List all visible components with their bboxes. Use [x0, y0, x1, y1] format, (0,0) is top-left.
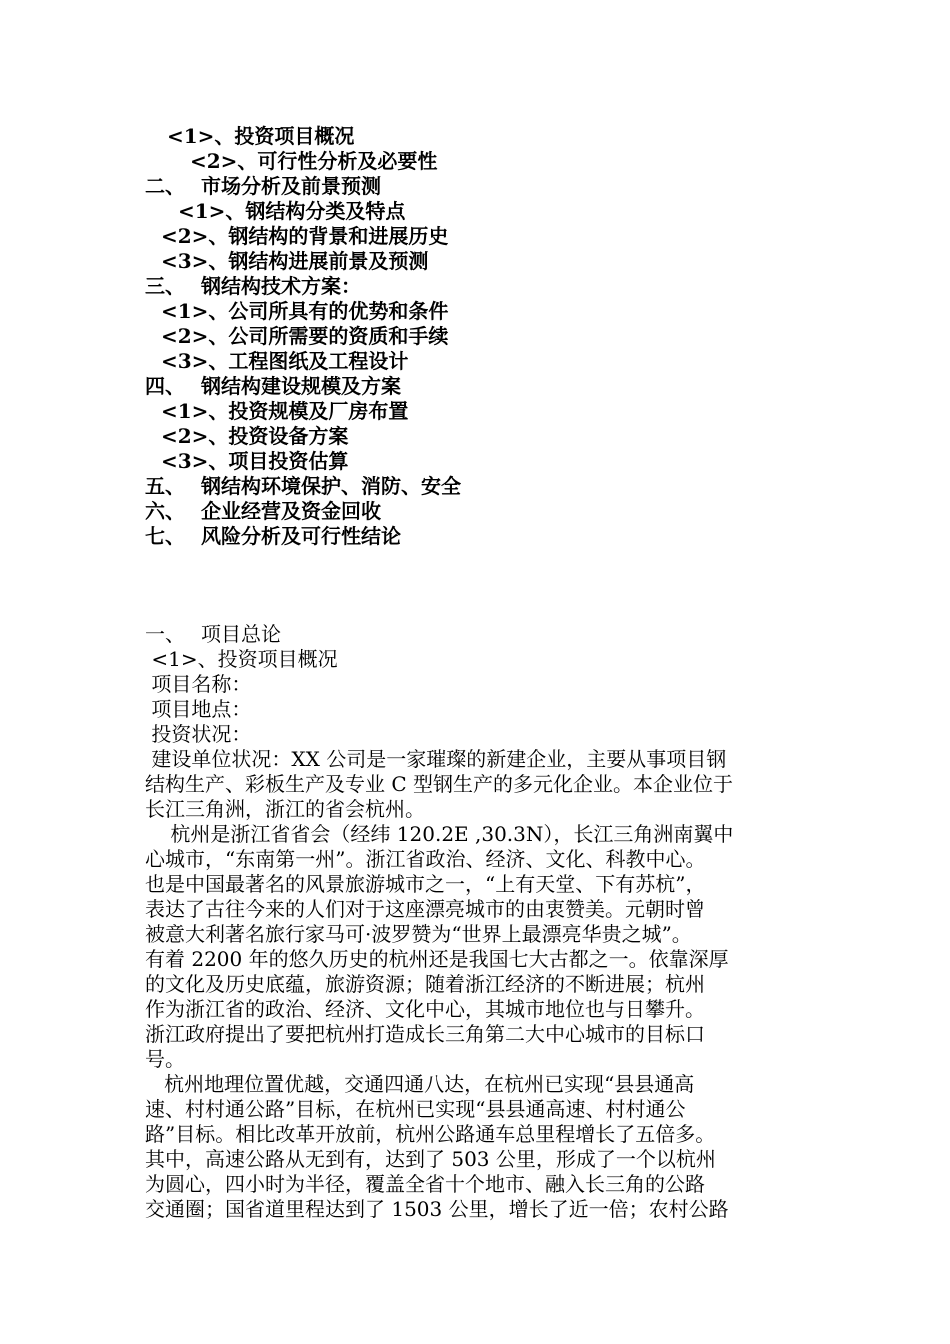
field-investment-status: 投资状况：	[145, 722, 252, 746]
toc-number: 六、	[145, 499, 185, 523]
text-line: 号。	[145, 1047, 185, 1071]
text-line: 杭州地理位置优越，交通四通八达，在杭州已实现“县县通高	[145, 1072, 695, 1096]
toc-item	[145, 524, 845, 549]
toc-item	[145, 349, 845, 374]
section-title: 项目总论	[201, 622, 281, 646]
toc-item	[145, 274, 845, 299]
text-line: 路”目标。相比改革开放前，杭州公路通车总里程增长了五倍多。	[145, 1122, 716, 1146]
toc-number: 三、	[145, 274, 185, 298]
text-line: 有着 2200 年的悠久历史的杭州还是我国七大古都之一。依靠深厚	[145, 947, 729, 971]
toc-item	[145, 424, 845, 449]
subsection-heading: <1>、投资项目概况	[145, 647, 338, 671]
field-project-location: 项目地点：	[145, 697, 252, 721]
toc-text: 钢结构建设规模及方案	[201, 374, 401, 398]
text-line: 的文化及历史底蕴，旅游资源；随着浙江经济的不断进展；杭州	[145, 972, 705, 996]
toc-text: <2>、公司所需要的资质和手续	[161, 324, 449, 348]
text-line: 杭州是浙江省省会（经纬 120.2E ,30.3N），长江三角洲南翼中	[145, 822, 734, 846]
toc-text: 市场分析及前景预测	[201, 174, 381, 198]
text-line: 被意大利著名旅行家马可·波罗赞为“世界上最漂亮华贵之城”。	[145, 922, 692, 946]
toc-item	[145, 449, 845, 474]
text-line: 浙江政府提出了要把杭州打造成长三角第二大中心城市的目标口	[145, 1022, 705, 1046]
toc-text: <1>、投资项目概况	[167, 124, 355, 148]
toc-item	[145, 149, 845, 174]
text-line: 其中，高速公路从无到有，达到了 503 公里，形成了一个以杭州	[145, 1147, 716, 1171]
field-project-name: 项目名称：	[145, 672, 252, 696]
toc-item	[145, 224, 845, 249]
text-line: 长江三角洲，浙江的省会杭州。	[145, 797, 425, 821]
toc-text: <2>、可行性分析及必要性	[190, 149, 438, 173]
document-body	[145, 622, 825, 1222]
toc-item	[145, 324, 845, 349]
toc-item	[145, 499, 845, 524]
toc-text: <3>、钢结构进展前景及预测	[161, 249, 429, 273]
text-line: 为圆心，四小时为半径，覆盖全省十个地市、融入长三角的公路	[145, 1172, 705, 1196]
paragraph-company-intro	[145, 747, 825, 822]
toc-text: <1>、公司所具有的优势和条件	[161, 299, 449, 323]
toc-text: 企业经营及资金回收	[201, 499, 381, 523]
toc-number: 七、	[145, 524, 185, 548]
toc-item	[145, 174, 845, 199]
toc-item	[145, 299, 845, 324]
toc-text: <3>、工程图纸及工程设计	[161, 349, 409, 373]
text-line: 交通圈；国省道里程达到了 1503 公里，增长了近一倍；农村公路	[145, 1197, 729, 1221]
table-of-contents	[145, 124, 845, 549]
paragraph-hangzhou-intro	[145, 822, 825, 1072]
toc-text: 钢结构环境保护、消防、安全	[201, 474, 461, 498]
text-line: 表达了古往今来的人们对于这座漂亮城市的由衷赞美。元朝时曾	[145, 897, 705, 921]
toc-item	[145, 249, 845, 274]
toc-text: 风险分析及可行性结论	[201, 524, 401, 548]
toc-item	[145, 474, 845, 499]
toc-number: 四、	[145, 374, 185, 398]
section-number: 一、	[145, 622, 185, 646]
toc-item	[145, 374, 845, 399]
text-line: 速、村村通公路”目标，在杭州已实现“县县通高速、村村通公	[145, 1097, 686, 1121]
toc-text: <3>、项目投资估算	[161, 449, 349, 473]
toc-text: <2>、钢结构的背景和进展历史	[161, 224, 449, 248]
text-line: 心城市，“东南第一州”。浙江省政治、经济、文化、科教中心。	[145, 847, 706, 871]
toc-number: 二、	[145, 174, 185, 198]
toc-text: <2>、投资设备方案	[161, 424, 349, 448]
toc-item	[145, 399, 845, 424]
toc-text: 钢结构技术方案：	[201, 274, 361, 298]
paragraph-hangzhou-transport	[145, 1072, 825, 1222]
toc-text: <1>、钢结构分类及特点	[178, 199, 406, 223]
toc-item	[145, 124, 845, 149]
text-line: 作为浙江省的政治、经济、文化中心，其城市地位也与日攀升。	[145, 997, 705, 1021]
toc-number: 五、	[145, 474, 185, 498]
toc-item	[145, 199, 845, 224]
toc-text: <1>、投资规模及厂房布置	[161, 399, 409, 423]
text-line: 建设单位状况：XX 公司是一家璀璨的新建企业，主要从事项目钢	[145, 747, 727, 771]
text-line: 也是中国最著名的风景旅游城市之一，“上有天堂、下有苏杭”，	[145, 872, 706, 896]
section-heading	[145, 622, 825, 647]
text-line: 结构生产、彩板生产及专业 C 型钢生产的多元化企业。本企业位于	[145, 772, 734, 796]
